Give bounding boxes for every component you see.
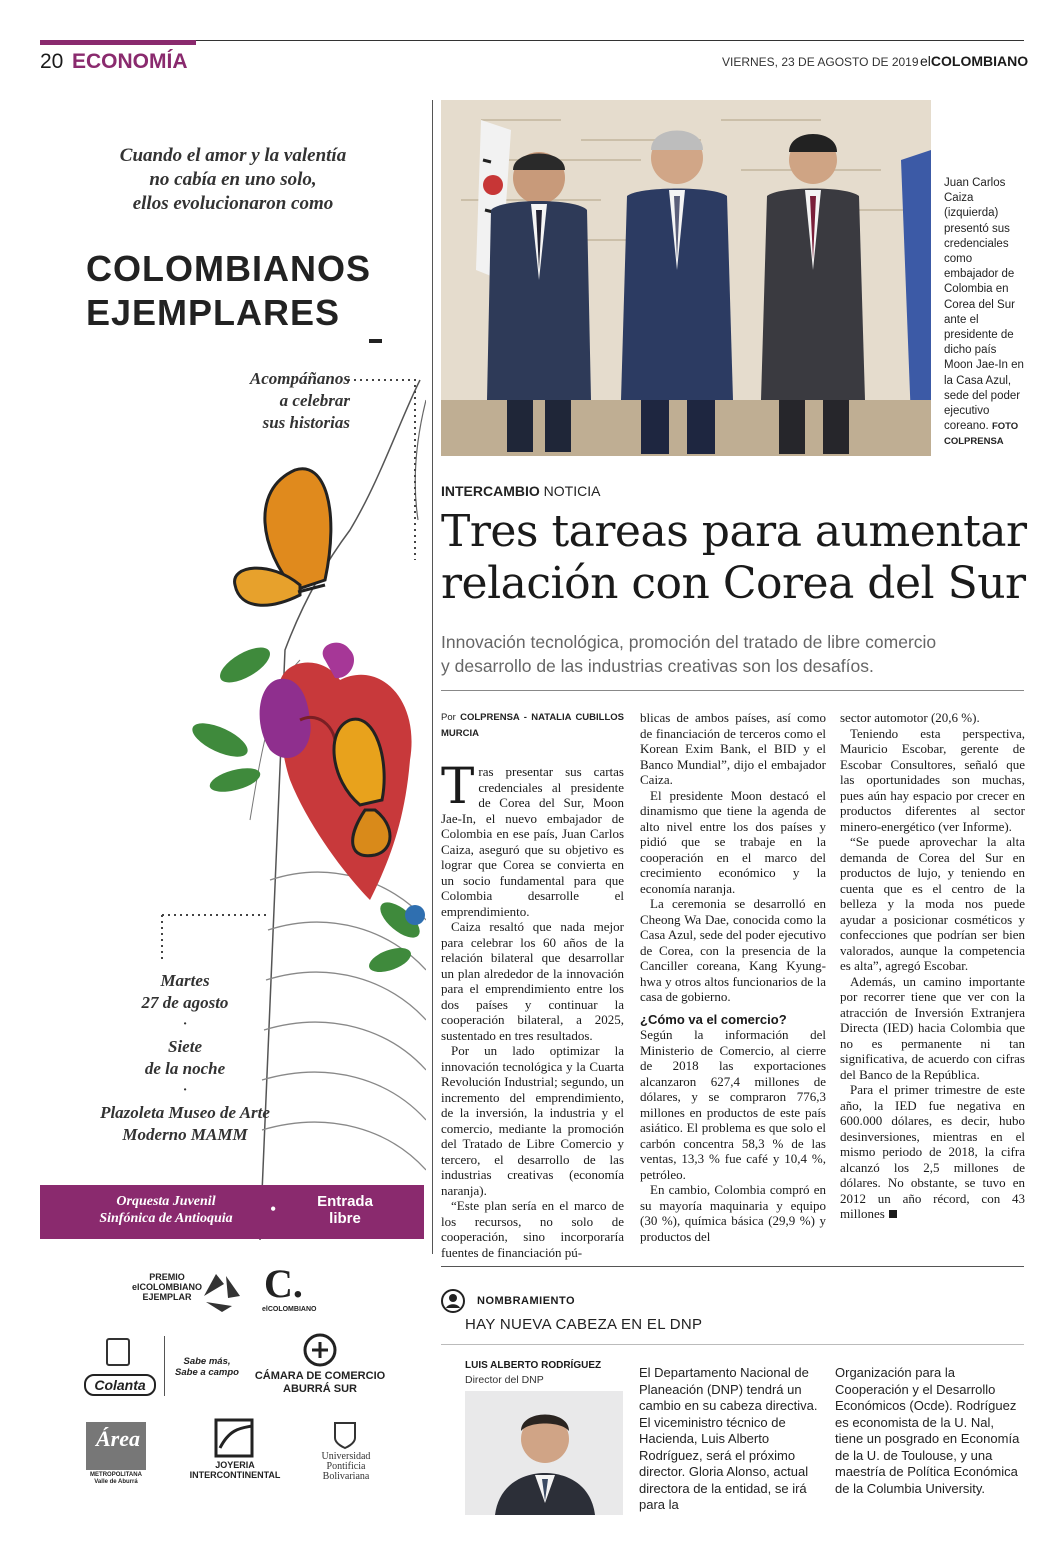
article-column-1: Por COLPRENSA - NATALIA CUBILLOS MURCIA Tras presentar sus cartas credenciales al presidente de Corea del Sur, Moon Jae-In, el nuevo embajador de Colombia en ese país, Juan Carlos Caiza, aseguró que su objetivo es lograr que Corea se convierta en un socio fundamental para que Colombia desarrolle el emprendimiento. Caiza resaltó que nada mejor para celebrar los 60 años de la relación bilateral que desarrollar un plan alrededor de la innovación para el emprendimiento entre los dos países y continuar la cooperación bilateral, a 2025, sustentado en tres resultados. Por un lado optimizar la innovación tecnológica y la Cuarta Revolución Industrial; segundo, un incremento del emprendimiento, de la inversión, la industria y el comercio, mediante la promoción del Tratado de Libre Comercio y tercero, el desarrollo de las industrias creativas (economía naranja). “Este plan sería en el marco de los recursos, no solo de cooperación, sino incorporaría fuentes de financiación pú- <box>441 712 625 1260</box>
drop-cap: T <box>441 757 475 815</box>
box-person-name: LUIS ALBERTO RODRÍGUEZ <box>465 1360 602 1371</box>
photo-caption: Juan Carlos Caiza (izquierda) presentó sus credenciales como embajador de Colombia en Corea del Sur ante el presidente de dicho país Moon Jae-In en la Casa Azul, sede del poder ejecutivo coreano. FOTO COLPRENSA <box>944 177 1024 448</box>
issue-date: VIERNES, 23 DE AGOSTO DE 2019 <box>722 55 919 69</box>
box-title: HAY NUEVA CABEZA EN EL DNP <box>465 1316 703 1333</box>
section-accent-bar <box>40 40 196 45</box>
ad-lead-text: Cuando el amor y la valentía no cabía en uno solo, ellos evolucionaron como <box>119 145 347 214</box>
ad-separator-dot-1: · <box>183 1017 187 1032</box>
ad-brand-line-1: COLOMBIANOS <box>86 248 371 289</box>
ad-orchestra-label: Orquesta Juvenil Sinfónica de Antioquia <box>99 1194 233 1226</box>
box-title-rule <box>441 1344 1024 1345</box>
ad-invite-text: Acompáñanos a celebrar sus historias <box>249 369 350 432</box>
premio-logo-text: PREMIO elCOLOMBIANO EJEMPLAR <box>132 1272 203 1302</box>
advertisement[interactable] <box>40 100 426 1500</box>
area-metropolitana-logo: Área <box>96 1426 140 1451</box>
article-kicker: INTERCAMBIO NOTICIA <box>441 483 601 499</box>
ad-brand-underline <box>369 339 382 343</box>
person-icon <box>441 1289 465 1313</box>
box-top-rule <box>441 1266 1024 1267</box>
colombiano-c-logo: C. <box>264 1261 303 1306</box>
ad-event-bar <box>40 1185 424 1239</box>
article-byline: Por COLPRENSA - NATALIA CUBILLOS MURCIA <box>441 712 625 739</box>
ad-event-time: Siete de la noche <box>144 1037 226 1078</box>
newspaper-logo: elCOLOMBIANO <box>920 53 1029 69</box>
box-person-role: Director del DNP <box>465 1374 544 1386</box>
ad-separator-dot-2: · <box>183 1083 187 1098</box>
ad-free-entry-label: Entrada libre <box>317 1193 373 1227</box>
ad-brand-line-2: EJEMPLARES <box>86 292 341 333</box>
colanta-cow-icon <box>106 1338 130 1366</box>
upb-logo: Universidad Pontificia Bolivariana <box>321 1451 371 1482</box>
box-person-photo <box>465 1391 623 1515</box>
article-subhead: Innovación tecnológica, promoción del tratado de libre comercio y desarrollo de las industrias creativas son los desafíos. <box>441 632 937 676</box>
joyeria-logo: JOYERIA INTERCONTINENTAL <box>189 1460 281 1480</box>
monarch-butterfly-top <box>235 469 331 606</box>
subhead-rule <box>441 690 1024 691</box>
upb-shield-icon <box>332 1420 358 1450</box>
section-name: ECONOMÍA <box>72 50 188 73</box>
camara-comercio-logo: CÁMARA DE COMERCIO ABURRÁ SUR <box>254 1370 386 1395</box>
area-metropolitana-subtext: METROPOLITANA Valle de Aburrá <box>90 1472 142 1485</box>
premio-recycle-icon <box>196 1266 244 1314</box>
box-text-column-2: Organización para la Cooperación y el Desarrollo Económicos (Ocde). Rodríguez es economista de la U. Nal, tiene un posgrado en Economía de la U. de Toulouse, y una maestría de Política Económica de la Columbia University. <box>835 1365 1020 1496</box>
joyeria-logo-icon <box>212 1418 256 1458</box>
ad-event-date: Martes 27 de agosto <box>141 971 229 1012</box>
ad-bar-dot: • <box>270 1199 277 1219</box>
article-column-2: blicas de ambos países, así como de financiación de terceros como el Korean Exim Bank, el BID y el Banco Mundial”, dijo el embajador Caiza. El presidente Moon destacó el dinamismo que tiene la agenda de alto nivel entre los dos países y pidió que se trabaje en la cooperación en el marco del crecimiento económico y la economía naranja. La ceremonia se desarrolló en Cheong Wa Dae, conocida como la Casa Azul, sede del poder ejecutivo de Corea, con la presencia de la Canciller coreana, Kang Kyung-hwa y otros altos funcionarios de la casa de gobierno. ¿Cómo va el comercio? Según la información del Ministerio de Comercio, al cierre de 2018 las exportaciones alcanzaron 627,4 millones de dólares, y se compraron 776,3 millones en productos de este país asiático. El problema es que solo el carbón concentra 58,3 % de las ventas, 13,3 % fue café y 10,4 %, petróleo. En cambio, Colombia compró en su mayoría maquinaria y equipo (30 %), química básica (29,9 %) y productos del <box>640 710 826 1244</box>
article-photo <box>441 100 931 456</box>
page-number: 20 <box>40 50 64 73</box>
end-of-article-mark <box>889 1210 897 1218</box>
box-kicker: NOMBRAMIENTO <box>477 1295 576 1307</box>
sponsor-divider <box>164 1336 165 1396</box>
article-column-3: sector automotor (20,6 %). Teniendo esta perspectiva, Mauricio Escobar, gerente de Escobar Consultores, señaló que las oportunidades son muchas, pues aún hay espacio por crecer en productos diferentes al sector minero-energético (ver Informe). “Se puede aprovechar la alta demanda de Corea del Sur en productos de lujo, y teniendo en cuenta que es el centro de la belleza y la moda nos puede ayudar a posicionar cosméticos y confecciones que podrían ser bien valorados, aunque la competencia es alta”, agregó Escobar. Además, un camino importante por recorrer tiene que ver con la atracción de Inversión Extranjera Directa (IED) hacia Colombia que no es permanente ni tan significativa, de acuerdo con cifras del Banco de la República. Para el primer trimestre de este año, la IED fue negativa en 600.000 dólares, es decir, hubo desinversiones, mientras en el mismo periodo de 2018, la cifra alcanzó los 2,5 millones de dólares. No obstante, se tuvo en 2012 un año récord, con 43 millones <box>840 710 1025 1221</box>
article-headline: Tres tareas para aumentar relación con Corea del Sur <box>441 506 1027 609</box>
colanta-logo: Colanta <box>84 1374 156 1396</box>
article-subheading: ¿Cómo va el comercio? <box>640 1011 787 1027</box>
colanta-slogan: Sabe más, Sabe a campo <box>175 1356 239 1378</box>
colombiano-small-logo: elCOLOMBIANO <box>262 1306 317 1313</box>
column-divider <box>432 100 433 1254</box>
box-text-column-1: El Departamento Nacional de Planeación (DNP) tendrá un cambio en su cabeza directiva. El viceministro técnico de Hacienda, Luis Alberto Rodríguez, será el próximo director. Gloria Alonso, actual directora de la entidad, se irá para la <box>639 1365 818 1512</box>
camara-comercio-icon <box>302 1332 338 1368</box>
ad-event-place: Plazoleta Museo de Arte Moderno MAMM <box>100 1103 270 1144</box>
